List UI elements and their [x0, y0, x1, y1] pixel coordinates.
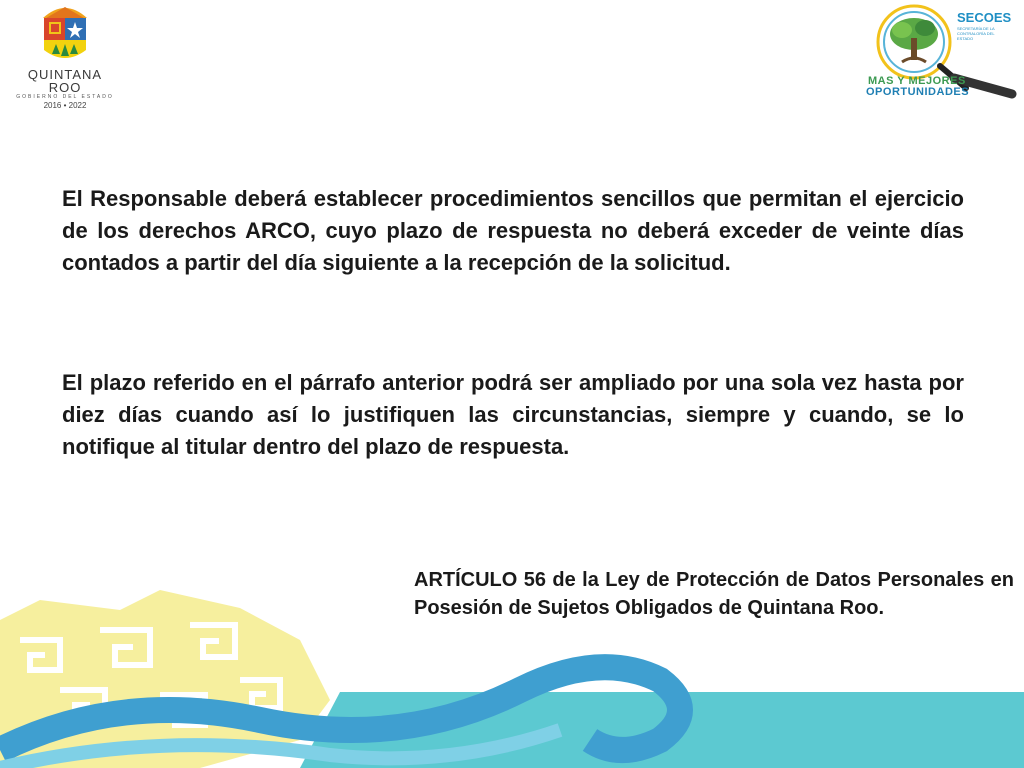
secoes-org-sub: SECRETARÍA DE LA CONTRALORÍA DEL ESTADO	[957, 26, 995, 41]
paragraph-arco-procedure: El Responsable deberá establecer procedimientos sencillos que permitan el ejercicio de los derechos ARCO, cuyo plazo de respuesta no deberá exceder de veinte días contados a partir del día siguiente a la recepción de la solicitud.	[62, 186, 964, 275]
slogan-line1: MAS Y MEJORES	[868, 75, 966, 87]
secoes-org: SECOES	[957, 10, 1012, 25]
source-citation: ARTÍCULO 56 de la Ley de Protección de Datos Personales en Posesión de Sujetos Obligados de Quintana Roo.	[414, 569, 1014, 619]
secoes-logo	[862, 2, 1022, 102]
coat-of-arms-icon	[38, 4, 92, 66]
slogan-line2: OPORTUNIDADES	[866, 86, 970, 98]
logo-subtitle: GOBIERNO DEL ESTADO	[16, 94, 114, 100]
logo-years: 2016 • 2022	[43, 101, 87, 110]
paragraph-extension: El plazo referido en el párrafo anterior podrá ser ampliado por una sola vez hasta por diez días cuando así lo justifiquen las circunstancias, siempre y cuando, se lo notifique al titular dentro del plazo de respuesta.	[62, 370, 964, 459]
quintana-roo-logo	[10, 4, 120, 110]
logo-name: QUINTANA ROO	[27, 67, 103, 95]
